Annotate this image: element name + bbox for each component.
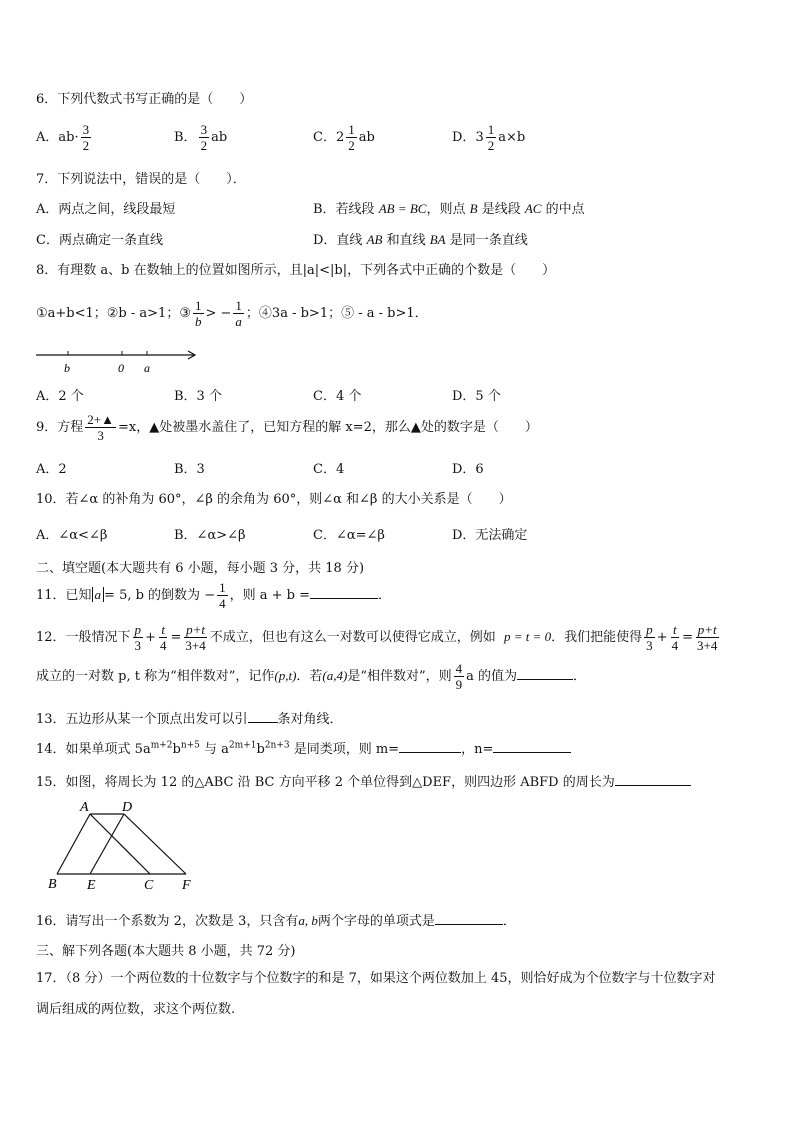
q9-option-a: A．2: [36, 462, 67, 477]
q10-stem: 10．若∠α 的补角为 60°，∠β 的余角为 60°，则∠α 和∠β 的大小关系是（ ）: [36, 492, 512, 507]
point-a-label: A: [80, 800, 89, 815]
q11: 11．已知 a = 5, b 的倒数为 − $\frac{1}{4}$ ，则 a + b = ．: [36, 580, 391, 611]
q9-stem: 9．方程 $\frac{2+▲}{3}$ =x，▲处被墨水盖住了，已知方程的解 x=2，那么▲处的数字是（ ）: [36, 412, 538, 443]
q9-option-b: B．3: [174, 462, 205, 477]
q7-option-d: D．直线 AB 和直线 BA 是同一条直线: [313, 232, 528, 248]
q8-option-d: D．5 个: [452, 389, 501, 404]
q9-option-d: D．6: [452, 462, 484, 477]
q6-option-b: B． $\frac{3}{2}$ ab: [174, 122, 228, 153]
q17-line2: 调后组成的两位数，求这个两位数.: [36, 1002, 236, 1017]
section-2-heading: 二、填空题(本大题共有 6 小题，每小题 3 分，共 18 分): [36, 561, 365, 576]
q7-stem: 7．下列说法中，错误的是（ ）．: [36, 172, 246, 187]
q8-option-a: A．2 个: [36, 389, 84, 404]
q10-option-c: C．∠α=∠β: [313, 528, 385, 543]
q6-option-a: A．ab· $\frac{3}{2}$: [36, 122, 90, 153]
point-d-label: D: [122, 800, 133, 815]
section-3-heading: 三、解下列各题(本大题共 8 小题，共 72 分): [36, 944, 296, 959]
q11-answer-blank[interactable]: [310, 586, 378, 599]
q12-line2: 成立的一对数 p, t 称为“相伴数对”，记作(p,t)．若(a,4)是“相伴数对”，则 $\frac{4}{9}$ a 的值为 ．: [36, 661, 587, 692]
q16: 16．请写出一个系数为 2，次数是 3，只含有a, b两个字母的单项式是 ．: [36, 913, 516, 929]
q15-stem: 15．如图，将周长为 12 的△ABC 沿 BC 方向平移 2 个单位得到△DEF，则四边形 ABFD 的周长为: [36, 771, 691, 790]
q6-stem: 6．下列代数式书写正确的是（ ）: [36, 92, 253, 107]
point-f-label: F: [182, 878, 191, 892]
q10-option-d: D．无法确定: [452, 528, 528, 543]
q6-option-d: D．3 $\frac{1}{2}$ a×b: [452, 122, 526, 153]
q8-statements: ①a+b<1；②b - a>1；③ $\frac{1}{b}$ > − $\frac{1}{a}$ ；④3a - b>1；⑤ - a - b>1．: [36, 298, 428, 329]
q16-answer-blank[interactable]: [435, 912, 503, 925]
q10-option-a: A．∠α<∠β: [36, 528, 108, 543]
translation-figure: [40, 796, 210, 892]
q12-line1: 12．一般情况下 $\frac{p}{3}$ + $\frac{t}{4}$ = $\frac{p+t}{3+4}$ 不成立，但也有这么一对数可以使得它成立，例如 p = t = 0．我们把能使得 $\frac{p}{3}$ + $\frac{t}{4}$ = $\frac{p+t}{3+4}$: [36, 622, 718, 653]
q17-line1: 17．（8 分）一个两位数的十位数字与个位数字的和是 7，如果这个两位数加上 45，则恰好成为个位数字与十位数字对: [36, 971, 716, 986]
q8-stem: 8．有理数 a、b 在数轴上的位置如图所示，且|a|<|b|，下列各式中正确的个数是（ ）: [36, 263, 556, 278]
q13: 13．五边形从某一个顶点出发可以引 条对角线．: [36, 712, 343, 727]
q9-option-c: C．4: [313, 462, 345, 477]
q13-answer-blank[interactable]: [248, 710, 278, 723]
point-e-label: E: [87, 878, 96, 892]
q7-option-c: C．两点确定一条直线: [36, 233, 163, 248]
axis-label-0: 0: [118, 361, 124, 375]
axis-label-b: b: [64, 361, 70, 375]
q12-answer-blank[interactable]: [517, 667, 573, 680]
number-line: [34, 346, 204, 376]
q8-option-c: C．4 个: [313, 389, 362, 404]
q7-option-b: B．若线段 AB = BC，则点 B 是线段 AC 的中点: [313, 201, 585, 217]
point-b-label: B: [48, 877, 57, 892]
axis-label-a: a: [144, 361, 150, 375]
point-c-label: C: [144, 878, 154, 892]
q6-option-c: C．2 $\frac{1}{2}$ ab: [313, 122, 375, 153]
q14-m-blank[interactable]: [399, 740, 461, 753]
q10-option-b: B．∠α>∠β: [174, 528, 246, 543]
q7-option-a: A．两点之间，线段最短: [36, 202, 176, 217]
q14-n-blank[interactable]: [493, 740, 571, 753]
q15-answer-blank[interactable]: [615, 773, 691, 786]
q8-option-b: B．3 个: [174, 389, 222, 404]
q14: 14．如果单项式 $5a^{m+2}b^{n+5}$ 与 $a^{2m+1}b^{2n+3}$ 是同类项，则 m= ，n=: [36, 738, 571, 757]
